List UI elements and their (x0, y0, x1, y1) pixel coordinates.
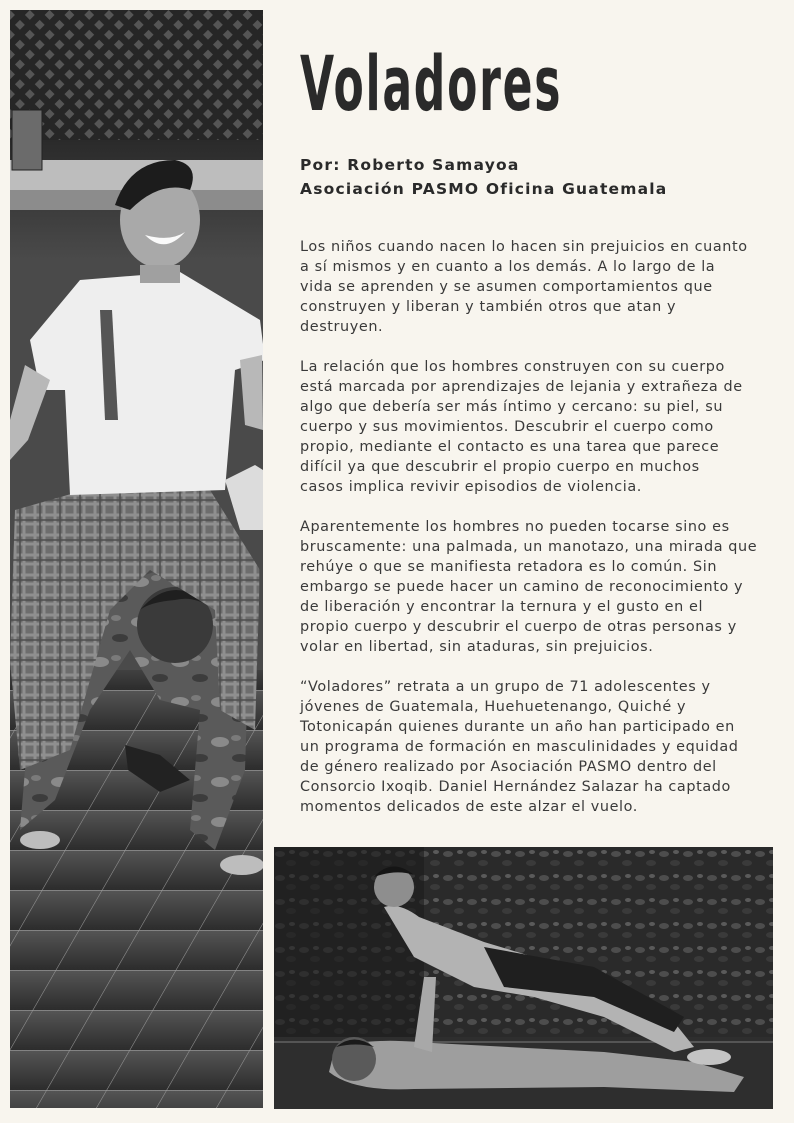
text-line: cuerpo y sus movimientos. Descubrir el cuerpo como (300, 419, 714, 435)
text-line: a sí mismos y en cuanto a los demás. A lo largo de la (300, 259, 716, 275)
paragraph-3 (300, 517, 790, 657)
text-line: está marcada por aprendizajes de lejania y extrañeza de (300, 379, 743, 395)
text-line: embargo se puede hacer un camino de reconocimiento y (300, 579, 744, 595)
acrobatics-photo-illustration (274, 847, 773, 1109)
text-line: volar en libertad, sin ataduras, sin prejuicios. (300, 639, 654, 655)
text-line: Los niños cuando nacen lo hacen sin prejuicios en cuanto (300, 239, 748, 255)
text-line: Totonicapán quienes durante un año han participado en (300, 719, 735, 735)
text-line: La relación que los hombres construyen con su cuerpo (300, 359, 725, 375)
text-line: destruyen. (300, 319, 384, 335)
article-body (300, 237, 790, 837)
text-line: propio, mediante el contacto es una tarea que parece (300, 439, 720, 455)
author-line: Por: Roberto Samayoa (300, 156, 520, 174)
paragraph-2 (300, 357, 790, 497)
text-line: momentos delicados de este alzar el vuelo. (300, 799, 638, 815)
text-line: de género realizado por Asociación PASMO dentro del (300, 759, 717, 775)
page-title: Voladores (300, 39, 563, 128)
text-line: de liberación y encontrar la ternura y el gusto en el (300, 599, 704, 615)
text-line: casos implica revivir episodios de violencia. (300, 479, 642, 495)
text-line: vida se aprenden y se asumen comportamientos que (300, 279, 713, 295)
text-line: algo que debería ser más íntimo y cercano: su piel, su (300, 399, 724, 415)
text-line: Aparentemente los hombres no pueden tocarse sino es (300, 519, 730, 535)
byline (300, 153, 667, 201)
text-line: “Voladores” retrata a un grupo de 71 adolescentes y (300, 679, 711, 695)
paragraph-1 (300, 237, 790, 337)
bottom-photo (274, 847, 773, 1109)
text-line: propio cuerpo y descubrir el cuerpo de otras personas y (300, 619, 737, 635)
text-line: bruscamente: una palmada, un manotazo, una mirada que (300, 539, 758, 555)
text-line: rehúye o que se manifiesta retadora es lo común. Sin (300, 559, 718, 575)
text-line: un programa de formación en masculinidades y equidad (300, 739, 739, 755)
text-line: Consorcio Ixoqib. Daniel Hernández Salazar ha captado (300, 779, 731, 795)
left-photo (10, 10, 263, 1108)
organization-line: Asociación PASMO Oficina Guatemala (300, 180, 668, 198)
text-line: construyen y liberan y también otros que atan y (300, 299, 677, 315)
text-line: difícil ya que descubrir el propio cuerpo en muchos (300, 459, 700, 475)
text-line: jóvenes de Guatemala, Huehuetenango, Quiché y (300, 699, 687, 715)
paragraph-4 (300, 677, 790, 817)
leapfrog-photo-illustration (10, 10, 263, 1108)
